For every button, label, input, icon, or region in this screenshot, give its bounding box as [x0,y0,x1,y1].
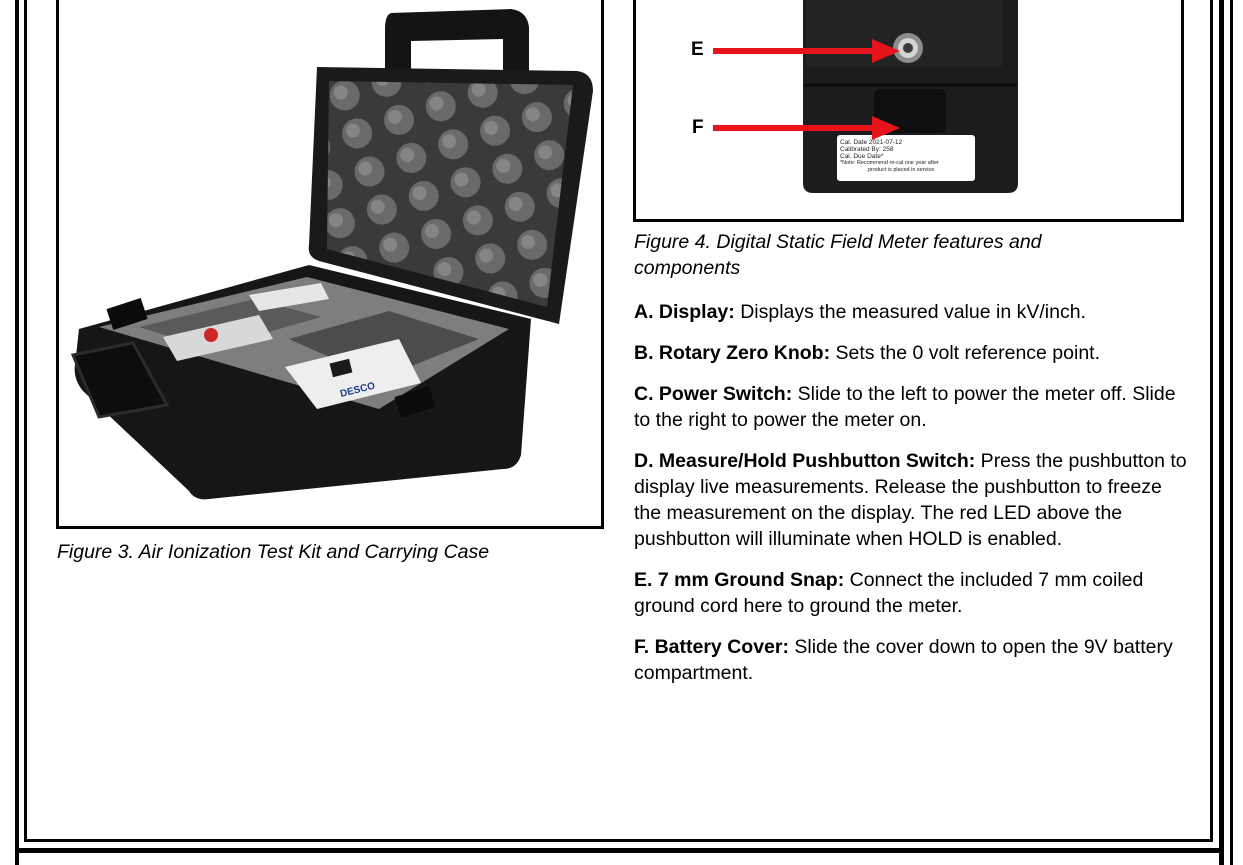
figure-3-caption: Figure 3. Air Ionization Test Kit and Carrying Case [57,541,490,563]
page-border-right-outer [1219,0,1224,865]
feature-key: F. Battery Cover: [634,636,789,658]
cal-note-line-2: product is placed in service [868,167,935,173]
feature-text: Connect the included 7 mm coiled ground cord here to ground the meter. [634,569,1144,617]
feature-text: Slide the cover down to open the 9V battery compartment. [634,636,1173,684]
feature-item-d [634,448,1194,552]
figure-4-caption: Figure 4. Digital Static Field Meter features and components [634,231,1042,279]
callout-f: F [692,117,704,138]
page-border-left-inner [24,0,27,842]
feature-item-f [634,634,1194,686]
brand-logo: DESCO [339,380,377,400]
feature-item-e [634,567,1194,619]
feature-text: Displays the measured value in kV/inch. [734,301,1086,323]
test-kit-case-illustration [59,0,601,526]
feature-key: C. Power Switch: [634,383,793,405]
cal-date-line: Cal. Date 2021-07-12 [840,139,903,146]
feature-key: D. Measure/Hold Pushbutton Switch: [634,450,976,472]
feature-item-a [634,299,1194,325]
callout-arrows [636,0,1181,219]
cal-due-date-line: Cal. Due Date* [840,153,884,160]
arrow-f-head [872,116,900,140]
feature-text: Press the pushbutton to display live measurements. Release the pushbutton to freeze the measurement on the display. The red LED above the pushbutton will illuminate when HOLD is enabled. [634,450,1187,550]
page-border-left-outer [15,0,19,865]
page-border-bottom-outer [15,848,1224,853]
feature-key: E. 7 mm Ground Snap: [634,569,845,591]
feature-text: Sets the 0 volt reference point. [830,342,1100,364]
feature-list [634,299,1194,701]
feature-text: Slide to the left to power the meter off. Slide to the right to power the meter on. [634,383,1176,431]
page-border-right-edge [1230,0,1233,865]
feature-item-c [634,381,1194,433]
figure-3-image [56,0,604,529]
page-border-right-inner [1210,0,1213,842]
figure-4-image [633,0,1184,222]
page-border-bottom-inner [24,839,1213,842]
calibrated-by-line: Calibrated By: 258 [840,146,894,153]
arrow-e-head [872,39,900,63]
feature-key: B. Rotary Zero Knob: [634,342,831,364]
feature-key: A. Display: [634,301,735,323]
cal-note-line: *Note: Recommend re-cal one year after [840,160,939,166]
callout-e: E [691,39,704,60]
feature-item-b [634,340,1194,366]
